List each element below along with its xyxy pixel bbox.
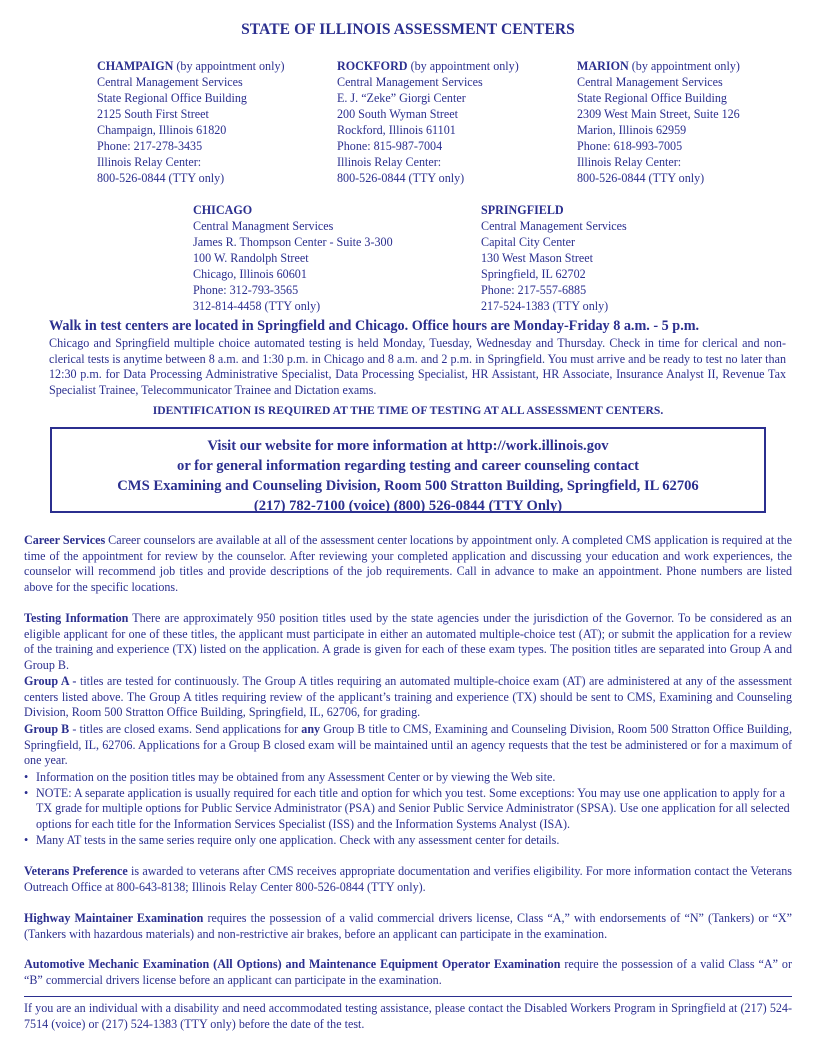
center-phone: Phone: 217-557-6885	[481, 283, 587, 297]
bullet-icon: •	[24, 785, 29, 800]
group-a-section	[24, 674, 792, 721]
section-body: requires the possession of a valid commercial drivers license, Class “A,” with endorsements of “N” (Tankers) or “X” (Tankers with hazardous materials) and non-restrictive air brakes, before an applicant can participate in the examination.	[24, 911, 793, 941]
center-tty: 312-814-4458 (TTY only)	[193, 299, 321, 313]
list-item-text: Information on the position titles may be obtained from any Assessment Center or by viewing the Web site.	[36, 770, 556, 784]
center-line: State Regional Office Building	[97, 91, 247, 105]
center-line: 100 W. Randolph Street	[193, 251, 309, 265]
center-line: Rockford, Illinois 61101	[337, 123, 456, 137]
automotive-mechanic-section	[24, 957, 792, 988]
center-marion	[577, 58, 740, 186]
center-line: Chicago, Illinois 60601	[193, 267, 307, 281]
center-champaign	[97, 58, 285, 186]
center-tty: 217-524-1383 (TTY only)	[481, 299, 609, 313]
section-heading: Career Services	[24, 533, 106, 547]
bullet-icon: •	[24, 770, 29, 784]
info-box-website[interactable]: Visit our website for more information at http://work.illinois.gov	[207, 438, 609, 454]
page-title: STATE OF ILLINOIS ASSESSMENT CENTERS	[241, 21, 575, 38]
identification-notice: IDENTIFICATION IS REQUIRED AT THE TIME OF TESTING AT ALL ASSESSMENT CENTERS.	[152, 404, 664, 417]
footer-divider	[24, 996, 792, 997]
center-city: CHAMPAIGN	[97, 59, 174, 73]
list-item-text: NOTE: A separate application is usually required for each title and option for which you test. Some exceptions: You may use one application to apply for a TX grade for multiple options for Public Service Administrator (PSA) and Senior Public Service Administrator (SPSA). Use one application for all selected options for each title for the Information Services Specialist (ISS) and the Information Systems Analyst (ISA).	[36, 785, 790, 832]
section-body: There are approximately 950 position titles used by the state agencies under the jurisdiction of the Governor. To be considered as an eligible applicant for one of these titles, the applicant must participate in either an automated multiple-choice test (AT); or submit the application for a review of the training and experience (TX) listed on the application. A grade is given for each of these exam types. The position titles are separated into Group A and Group B.	[24, 611, 792, 673]
center-line: Springfield, IL 62702	[481, 267, 586, 281]
info-box-line: or for general information regarding testing and career counseling contact	[177, 458, 639, 474]
info-box-address: CMS Examining and Counseling Division, Room 500 Stratton Building, Springfield, IL 62706	[117, 478, 699, 494]
section-heading: Group A -	[24, 674, 77, 688]
section-body: require the possession of a valid Class “A” or “B” commercial drivers license before an applicant can participate in the examination.	[24, 957, 792, 987]
center-note: (by appointment only)	[173, 59, 285, 73]
section-heading: Automotive Mechanic Examination (All Options) and Maintenance Equipment Operator Examination	[24, 957, 561, 971]
center-line: 200 South Wyman Street	[337, 107, 458, 121]
center-rockford	[337, 58, 519, 186]
walk-in-body: Chicago and Springfield multiple choice automated testing is held Monday, Tuesday, Wednesday and Thursday. Check in time for clerical and non-clerical tests is anytime between 8 a.m. and 1:30 p.m. in Chicago and 8 a.m. and 2 p.m. in Springfield. You must arrive and be ready to test no later than 12:30 p.m. for Data Processing Administrative Specialist, Data Processing Specialist, HR Assistant, HR Associate, Insurance Analyst II, Revenue Tax Specialist Trainee, Telecommunicator Trainee and Dictation exams.	[49, 336, 786, 397]
center-tty: 800-526-0844 (TTY only)	[577, 171, 705, 185]
center-line: Central Management Services	[481, 219, 627, 233]
section-heading: Testing Information	[24, 611, 129, 625]
info-box	[50, 427, 766, 513]
section-body: Career counselors are available at all of the assessment center locations by appointment only. A completed CMS application is required at the time of the appointment for review by the counselor. After reviewing your completed application and discussing your education and work experiences, the counselor will recommend job titles and provide descriptions of the job requirements. Call in advance to make an appointment. Phone numbers are listed above for the specific locations.	[24, 533, 792, 595]
center-line: Central Management Services	[577, 75, 723, 89]
section-heading: Highway Maintainer Examination	[24, 911, 204, 925]
center-line: James R. Thompson Center - Suite 3-300	[193, 235, 393, 249]
highway-maintainer-section	[24, 911, 792, 942]
veterans-preference-section	[24, 864, 792, 895]
center-phone: Phone: 312-793-3565	[193, 283, 299, 297]
walk-in-heading: Walk in test centers are located in Springfield and Chicago. Office hours are Monday-Friday 8 a.m. - 5 p.m.	[49, 318, 700, 334]
center-line: 2309 West Main Street, Suite 126	[577, 107, 740, 121]
center-line: Capital City Center	[481, 235, 576, 249]
center-line: Marion, Illinois 62959	[577, 123, 687, 137]
center-note: (by appointment only)	[407, 59, 519, 73]
center-line: Illinois Relay Center:	[337, 155, 442, 169]
section-body: - titles are closed exams. Send applications for	[69, 722, 302, 736]
center-city: MARION	[577, 59, 629, 73]
info-box-phones: (217) 782-7100 (voice) (800) 526-0844 (TTY Only)	[253, 498, 563, 514]
list-item-text: Many AT tests in the same series require only one application. Check with any assessment center for details.	[36, 832, 560, 847]
center-line: Illinois Relay Center:	[97, 155, 202, 169]
section-body: Group B title to CMS, Examining and Counseling Division, Room 500 Stratton Office Building, Springfield, IL, 62706. Applications for a Group B closed exam will be maintained until an agency requests that the test be administered or for a maximum of one year.	[24, 722, 793, 768]
center-line: Central Managment Services	[193, 219, 334, 233]
center-line: 2125 South First Street	[97, 107, 209, 121]
bullet-list	[24, 770, 794, 849]
list-item	[24, 786, 794, 833]
center-line: Champaign, Illinois 61820	[97, 123, 227, 137]
footer-note: If you are an individual with a disability and need accommodated testing assistance, please contact the Disabled Workers Program in Springfield at (217) 524-7514 (voice) or (217) 524-1383 (TTY only) before the date of the test.	[24, 1001, 792, 1031]
section-heading: Group B	[24, 722, 70, 736]
center-line: 130 West Mason Street	[481, 251, 594, 265]
career-services-section	[24, 533, 792, 596]
section-body: is awarded to veterans after CMS receives appropriate documentation and verifies eligibility. For more information contact the Veterans Outreach Office at 800-643-8138; Illinois Relay Center 800-526-0844 (TTY only).	[24, 864, 792, 894]
center-city: CHICAGO	[193, 203, 253, 217]
center-note: (by appointment only)	[628, 59, 740, 73]
center-phone: Phone: 618-993-7005	[577, 139, 683, 153]
center-line: Central Management Services	[337, 75, 483, 89]
list-item	[24, 833, 794, 849]
center-phone: Phone: 815-987-7004	[337, 139, 443, 153]
group-b-section	[24, 722, 792, 769]
testing-information-section	[24, 611, 792, 674]
center-tty: 800-526-0844 (TTY only)	[97, 171, 225, 185]
center-chicago	[193, 202, 393, 314]
center-line: Central Management Services	[97, 75, 243, 89]
center-phone: Phone: 217-278-3435	[97, 139, 203, 153]
center-city: SPRINGFIELD	[481, 203, 564, 217]
center-springfield	[481, 202, 627, 314]
bullet-icon: •	[24, 832, 29, 847]
list-item	[24, 770, 794, 786]
center-line: E. J. “Zeke” Giorgi Center	[337, 91, 466, 105]
center-tty: 800-526-0844 (TTY only)	[337, 171, 465, 185]
center-line: State Regional Office Building	[577, 91, 727, 105]
center-city: ROCKFORD	[337, 59, 408, 73]
center-line: Illinois Relay Center:	[577, 155, 682, 169]
emphasis-any: any	[301, 722, 321, 736]
section-body: titles are tested for continuously. The Group A titles requiring an automated multiple-choice exam (AT) are administered at any of the assessment centers listed above. The Group A titles requiring review of the applicant’s training and experience (TX) should be sent to CMS, Examining and Counseling Division, Room 500 Stratton Office Building, Springfield, IL, 62706, for grading.	[24, 674, 793, 720]
section-heading: Veterans Preference	[24, 864, 128, 878]
